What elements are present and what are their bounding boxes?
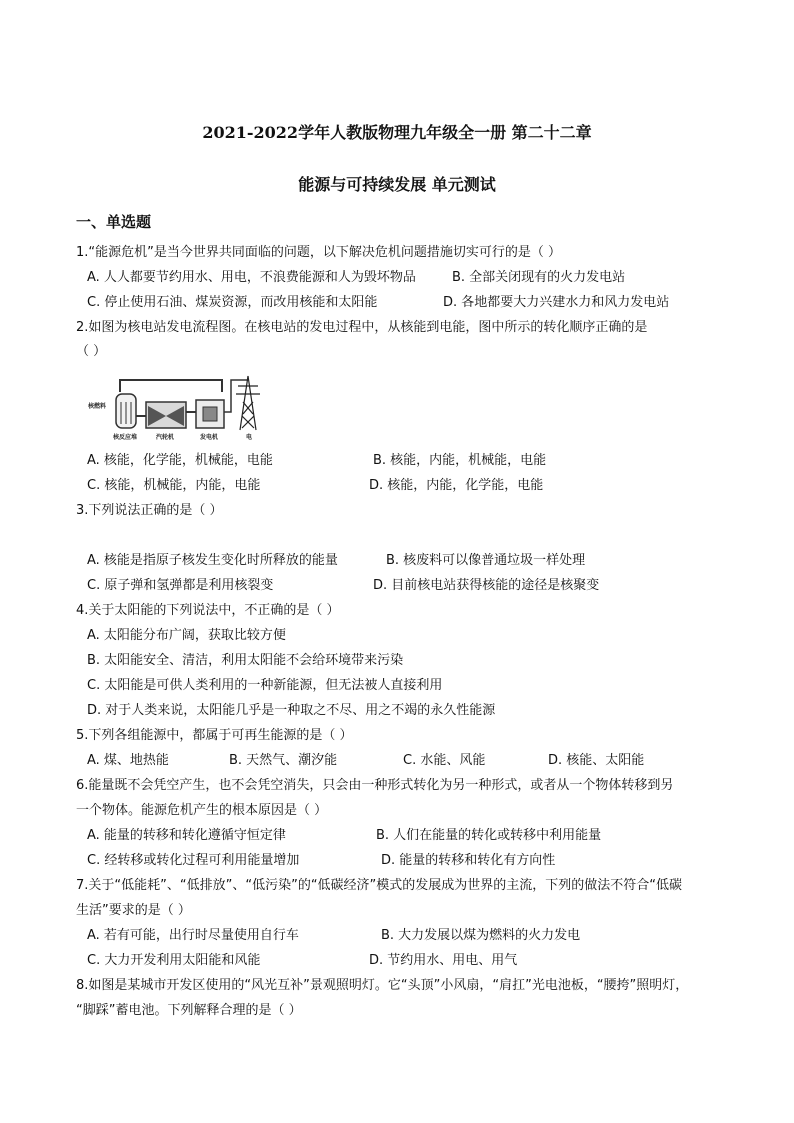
question-3-stem: 3.下列说法正确的是（ ） [76,503,223,518]
question-7-option-b[interactable]: B. 大力发展以煤为燃料的火力发电 [381,928,581,943]
question-5-option-c[interactable]: C. 水能、风能 [403,753,486,768]
question-7-option-d[interactable]: D. 节约用水、用电、用气 [369,953,518,968]
label-reactor: 核反应堆 [113,434,138,441]
question-8-stem-cont: “脚踩”蓄电池。下列解释合理的是（ ） [76,1003,302,1018]
question-2-option-b[interactable]: B. 核能，内能，机械能，电能 [373,453,547,468]
question-2-stem-cont: （ ） [76,344,107,359]
question-1-option-b[interactable]: B. 全部关闭现有的火力发电站 [452,270,626,285]
generator-icon [196,400,224,428]
question-5-option-d[interactable]: D. 核能、太阳能 [548,753,645,768]
question-1-option-c[interactable]: C. 停止使用石油、煤炭资源，而改用核能和太阳能 [87,295,378,310]
question-6-option-b[interactable]: B. 人们在能量的转化或转移中利用能量 [376,828,602,843]
label-fuel: 核燃料 [88,403,107,410]
label-generator: 发电机 [200,434,219,441]
reactor-icon [116,394,136,428]
question-7-option-a[interactable]: A. 若有可能，出行时尽量使用自行车 [87,928,299,943]
question-1-option-d[interactable]: D. 各地都要大力兴建水力和风力发电站 [443,295,670,310]
question-6-stem: 6.能量既不会凭空产生，也不会凭空消失，只会由一种形式转化为另一种形式，或者从一个物体转移到另 [76,778,674,793]
question-6-option-c[interactable]: C. 经转移或转化过程可利用能量增加 [87,853,300,868]
nuclear-plant-diagram [86,372,276,444]
question-4-option-d[interactable]: D. 对于人类来说，太阳能几乎是一种取之不尽、用之不竭的永久性能源 [87,703,496,718]
page-title-line1: 2021-2022学年人教版物理九年级全一册 第二十二章 [202,123,592,142]
question-5-stem: 5.下列各组能源中，都属于可再生能源的是（ ） [76,728,353,743]
question-4-stem: 4.关于太阳能的下列说法中，不正确的是（ ） [76,603,340,618]
label-power: 电 [246,434,253,441]
question-4-option-b[interactable]: B. 太阳能安全、清洁，利用太阳能不会给环境带来污染 [87,653,404,668]
page-title-line2: 能源与可持续发展 单元测试 [298,175,496,194]
question-6-option-d[interactable]: D. 能量的转移和转化有方向性 [381,853,556,868]
question-1-stem: 1.“能源危机”是当今世界共同面临的问题，以下解决危机问题措施切实可行的是（ ） [76,245,562,260]
power-tower-icon [236,376,260,430]
question-2-option-d[interactable]: D. 核能，内能，化学能，电能 [369,478,544,493]
question-2-option-a[interactable]: A. 核能，化学能，机械能，电能 [87,453,273,468]
question-3-option-a[interactable]: A. 核能是指原子核发生变化时所释放的能量 [87,553,338,568]
question-3-option-d[interactable]: D. 目前核电站获得核能的途径是核聚变 [373,578,600,593]
question-5-option-b[interactable]: B. 天然气、潮汐能 [229,753,338,768]
question-6-option-a[interactable]: A. 能量的转移和转化遵循守恒定律 [87,828,286,843]
section-heading: 一、单选题 [76,213,152,231]
question-2-stem: 2.如图为核电站发电流程图。在核电站的发电过程中，从核能到电能，图中所示的转化顺序正确的是 [76,320,648,335]
turbine-icon [146,402,186,428]
question-5-option-a[interactable]: A. 煤、地热能 [87,753,169,768]
question-8-stem: 8.如图是某城市开发区使用的“风光互补”景观照明灯。它“头顶”小风扇，“肩扛”光电池板，“腰挎”照明灯， [76,978,689,993]
question-2-option-c[interactable]: C. 核能，机械能，内能，电能 [87,478,261,493]
question-3-option-c[interactable]: C. 原子弹和氢弹都是利用核裂变 [87,578,274,593]
question-7-option-c[interactable]: C. 大力开发利用太阳能和风能 [87,953,261,968]
question-7-stem: 7.关于“低能耗”、“低排放”、“低污染”的“低碳经济”模式的发展成为世界的主流，下列的做法不符合“低碳 [76,878,683,893]
question-4-option-c[interactable]: C. 太阳能是可供人类利用的一种新能源，但无法被人直接利用 [87,678,443,693]
question-7-stem-cont: 生活”要求的是（ ） [76,903,191,918]
question-4-option-a[interactable]: A. 太阳能分布广阔，获取比较方便 [87,628,286,643]
question-3-option-b[interactable]: B. 核废料可以像普通垃圾一样处理 [386,553,586,568]
label-turbine: 汽轮机 [156,434,175,441]
question-6-stem-cont: 一个物体。能源危机产生的根本原因是（ ） [76,803,328,818]
question-1-option-a[interactable]: A. 人人都要节约用水、用电，不浪费能源和人为毁坏物品 [87,270,416,285]
